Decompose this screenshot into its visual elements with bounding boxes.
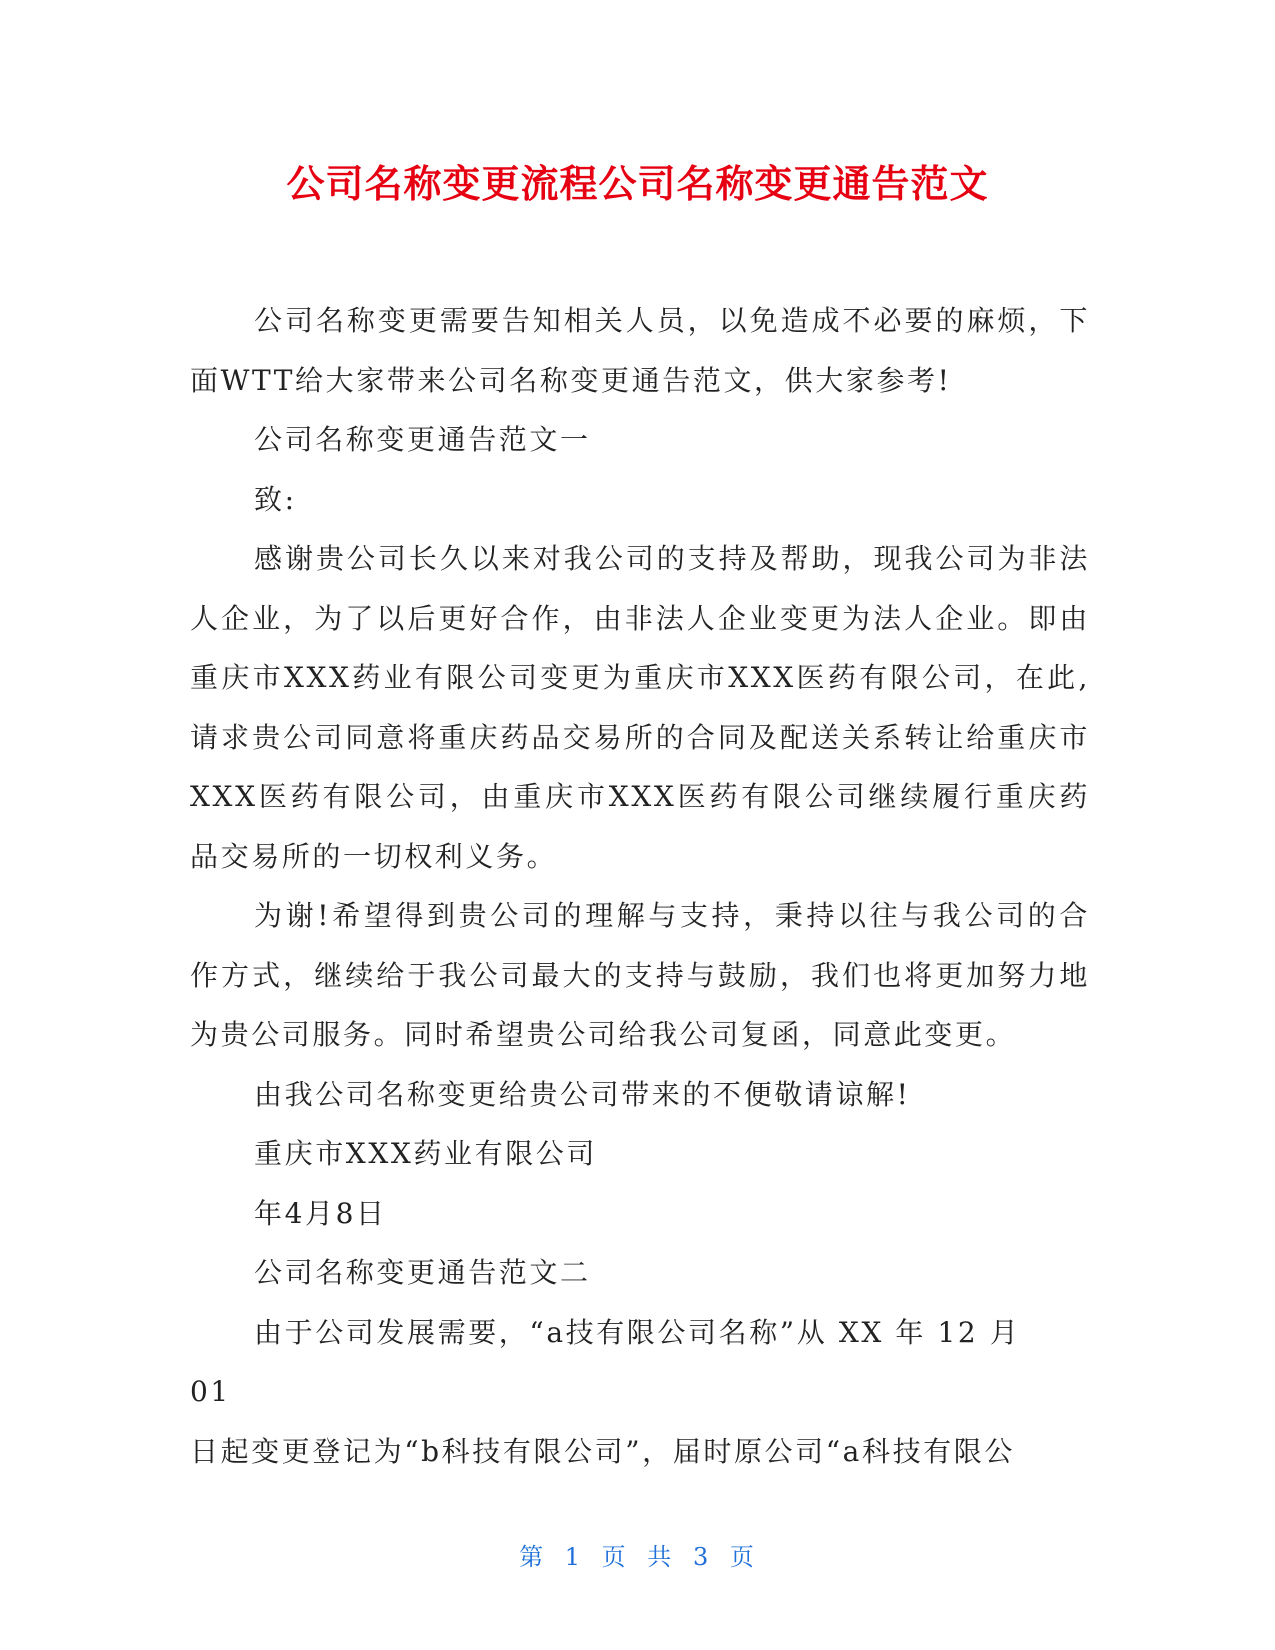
document-body: [190, 291, 1090, 1481]
signature-company: 重庆市XXX药业有限公司: [254, 1137, 598, 1170]
apology-paragraph: 由我公司名称变更给贵公司带来的不便敬请谅解!: [254, 1077, 911, 1111]
page-number-footer: 第 1 页 共 3 页: [519, 1543, 756, 1571]
body-paragraph-three-cont-a: 01: [190, 1375, 231, 1408]
salutation: 致:: [254, 482, 297, 516]
section-heading-two: 公司名称变更通告范文二: [254, 1256, 591, 1289]
body-paragraph-three: 由于公司发展需要，“a技有限公司名称”从 XX 年 12 月: [254, 1315, 1021, 1349]
signature-date: 年4月8日: [254, 1196, 387, 1230]
body-paragraph-two: 为谢!希望得到贵公司的理解与支持，秉持以往与我公司的合作方式，继续给于我公司最大的支持与鼓励，我们也将更加努力地为贵公司服务。同时希望贵公司给我公司复函，同意此变更。: [190, 899, 1090, 1051]
body-paragraph-one: 感谢贵公司长久以来对我公司的支持及帮助，现我公司为非法人企业，为了以后更好合作，由非法人企业变更为法人企业。即由重庆市XXX药业有限公司变更为重庆市XXX医药有限公司，在此,请求贵公司同意将重庆药品交易所的合同及配送关系转让给重庆市XXX医药有限公司，由重庆市XXX医药有限公司继续履行重庆药品交易所的一切权利义务。: [190, 542, 1090, 873]
section-heading-one: 公司名称变更通告范文一: [254, 423, 591, 456]
intro-paragraph: 公司名称变更需要告知相关人员，以免造成不必要的麻烦，下面WTT给大家带来公司名称变更通告范文，供大家参考!: [190, 304, 1090, 397]
body-paragraph-three-cont-b: 日起变更登记为“b科技有限公司”，届时原公司“a科技有限公: [190, 1434, 1015, 1468]
document-title: 公司名称变更流程公司名称变更通告范文: [286, 162, 989, 206]
